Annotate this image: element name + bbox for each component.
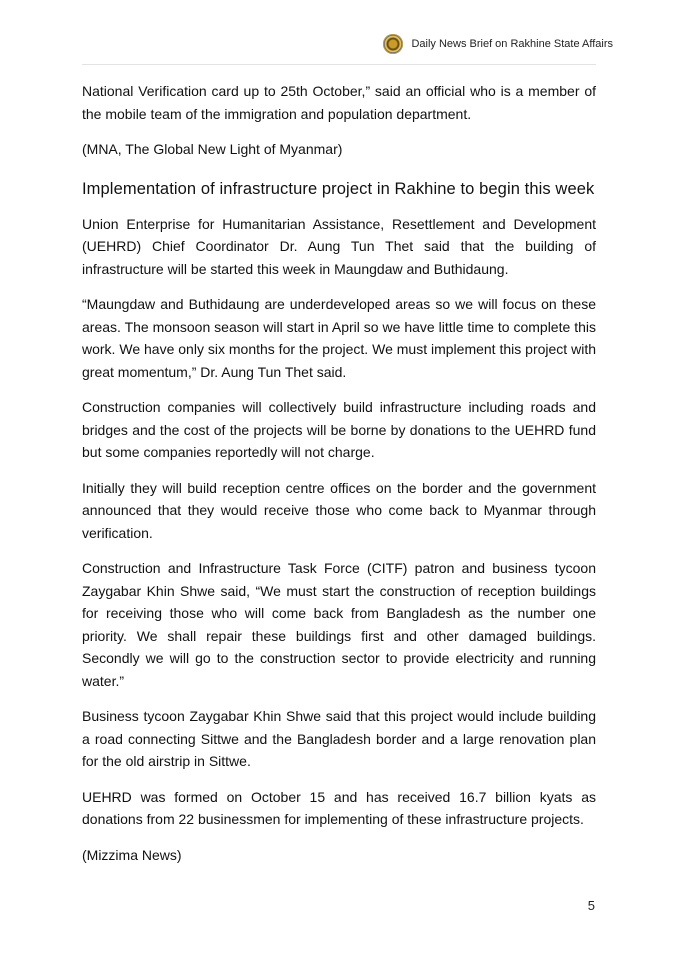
article-paragraph: Business tycoon Zaygabar Khin Shwe said that this project would include building a road connecting Sittwe and the Bangladesh border and a large renovation plan for the old airstrip in Sittwe. <box>82 708 596 769</box>
seal-icon <box>383 34 403 54</box>
article-paragraph: Construction companies will collectively build infrastructure including roads and bridges and the cost of the projects will be borne by donations to the UEHRD fund but some companies reportedly will not charge. <box>82 399 596 460</box>
article-paragraph: Union Enterprise for Humanitarian Assistance, Resettlement and Development (UEHRD) Chief Coordinator Dr. Aung Tun Thet said that the building of infrastructure will be started this week in Maungdaw and Buthidaung. <box>82 215 596 277</box>
header-divider <box>82 64 596 65</box>
header-title: Daily News Brief on Rakhine State Affairs <box>411 38 613 50</box>
article-paragraph: Initially they will build reception centre offices on the border and the government announced that they would receive those who come back to Myanmar through verification. <box>82 479 596 541</box>
source-citation: (Mizzima News) <box>82 846 182 863</box>
article-title: Implementation of infrastructure project in Rakhine to begin this week <box>82 179 595 198</box>
page-content <box>82 80 596 879</box>
page-header <box>383 34 613 54</box>
article-paragraph: “Maungdaw and Buthidaung are underdeveloped areas so we will focus on these areas. The monsoon season will start in April so we have little time to complete this work. We have only six months for the project. We must implement this project with great momentum,” Dr. Aung Tun Thet said. <box>82 296 596 380</box>
article-paragraph: Construction and Infrastructure Task Force (CITF) patron and business tycoon Zaygabar Khin Shwe said, “We must start the construction of reception buildings for receiving those who will come back from Bangladesh as the number one priority. We shall repair these buildings first and other damaged buildings. Secondly we will go to the construction sector to provide electricity and running water.” <box>82 560 596 689</box>
page-number: 5 <box>587 898 595 913</box>
source-citation: (MNA, The Global New Light of Myanmar) <box>82 141 343 157</box>
article-paragraph: UEHRD was formed on October 15 and has received 16.7 billion kyats as donations from 22 businessmen for implementing of these infrastructure projects. <box>82 788 596 827</box>
continued-paragraph: National Verification card up to 25th October,” said an official who is a member of the mobile team of the immigration and population department. <box>82 83 596 122</box>
